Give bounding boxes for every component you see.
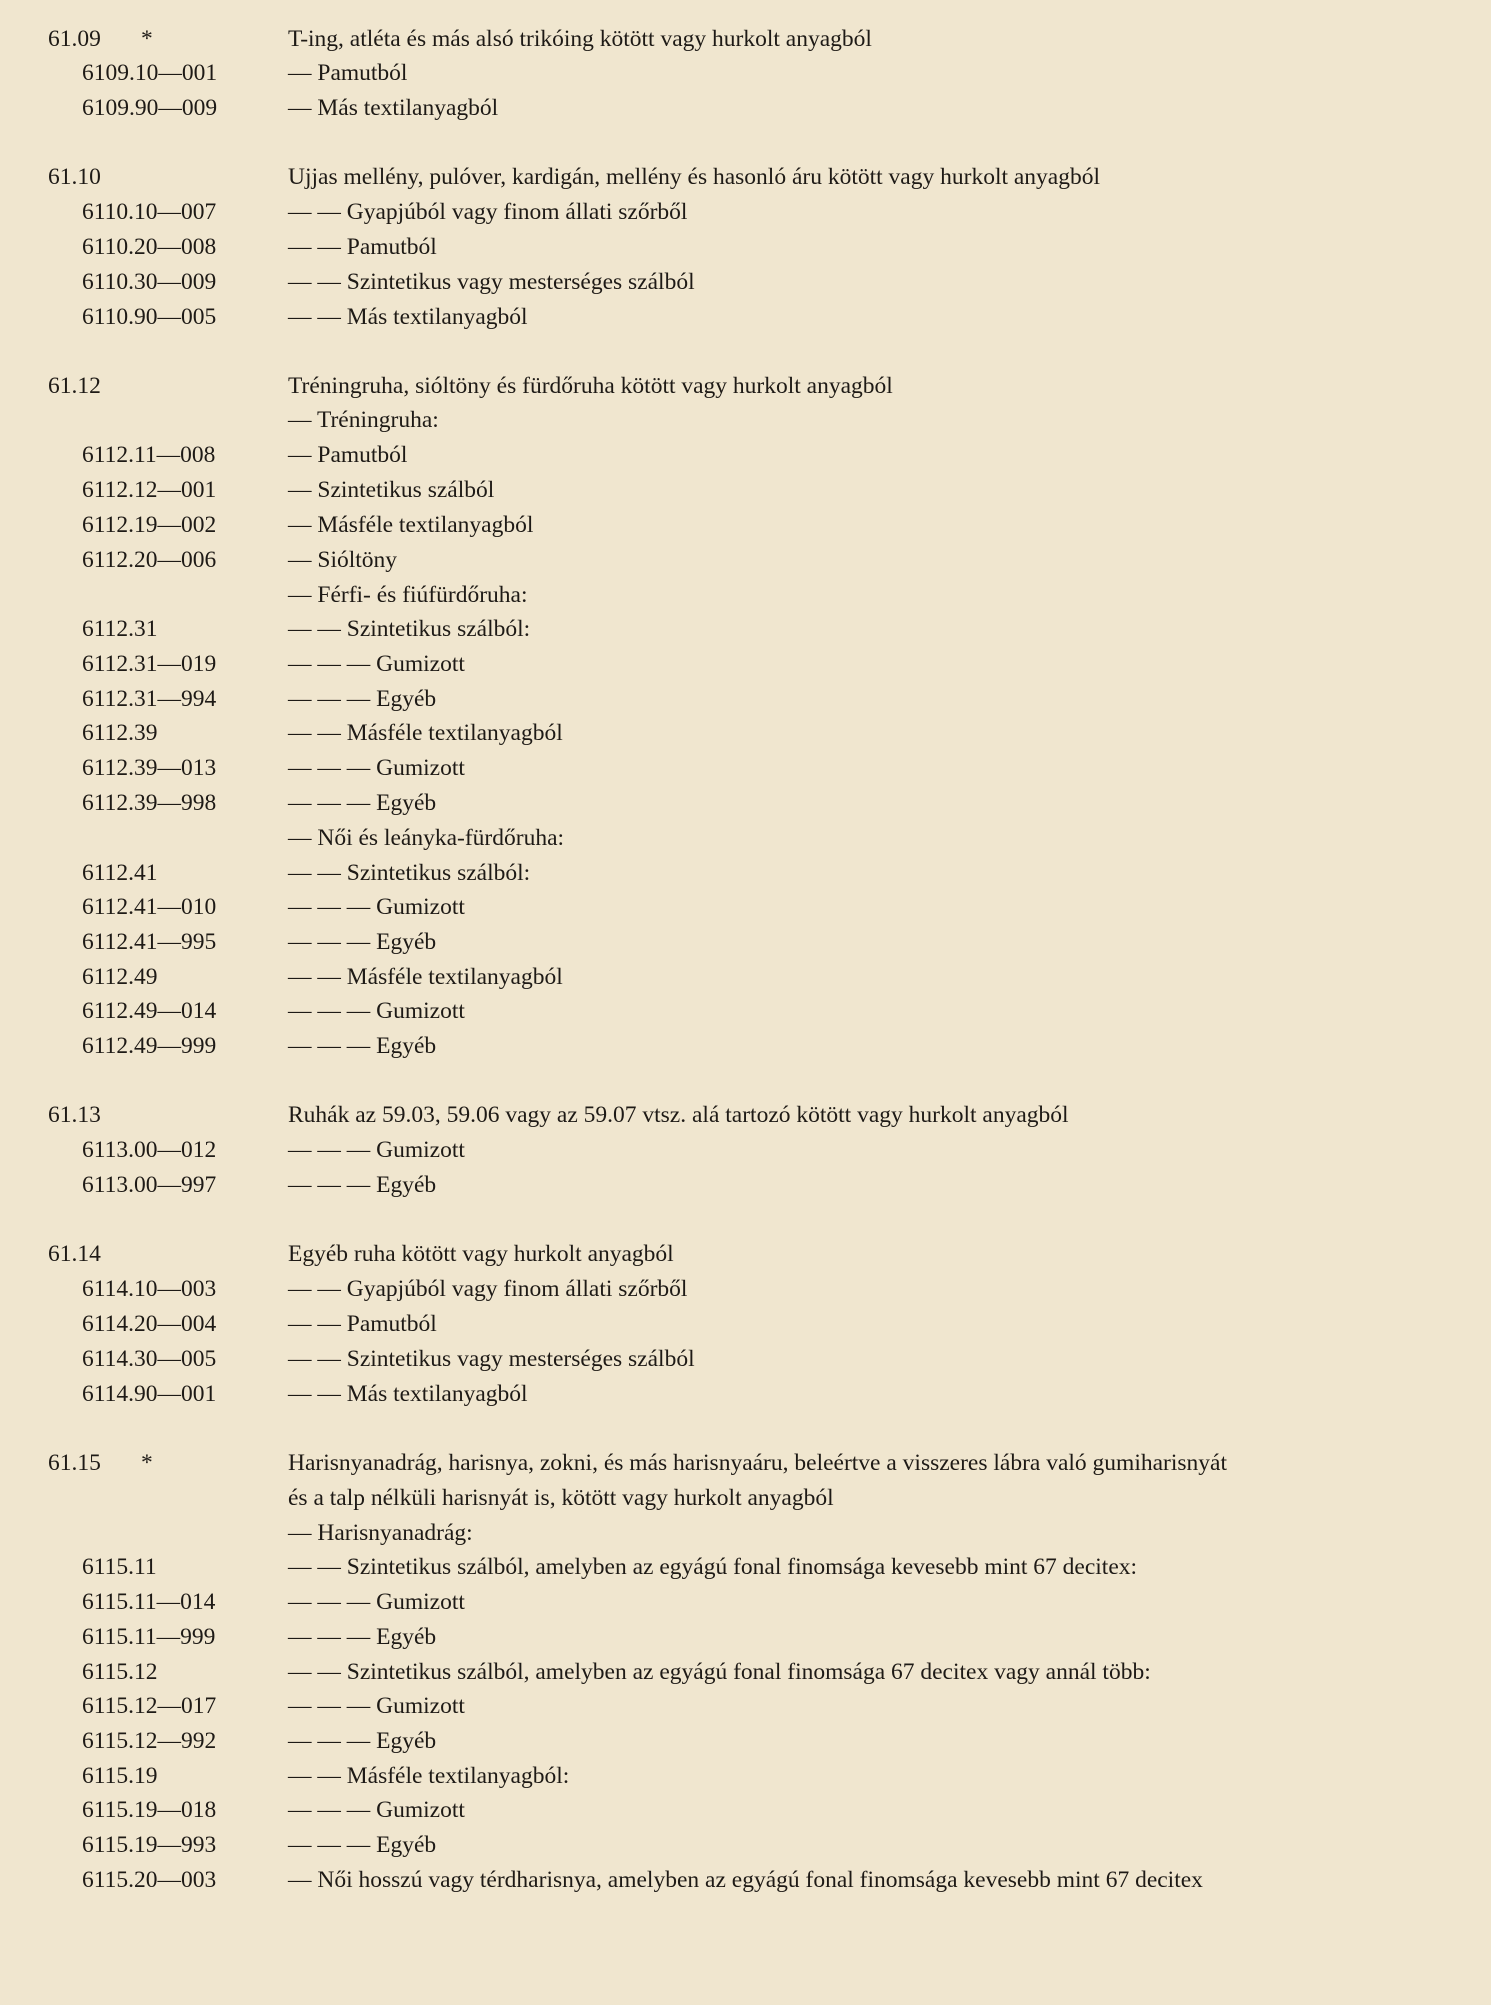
entry-description: — Szintetikus szálból	[288, 477, 495, 503]
heading-row	[0, 1239, 1491, 1269]
entry-row	[0, 996, 1491, 1026]
asterisk-mark: *	[141, 26, 153, 52]
entry-description: — Más textilanyagból	[288, 95, 499, 121]
entry-row	[0, 1309, 1491, 1339]
entry-row	[0, 1830, 1491, 1860]
entry-description: — — — Gumizott	[288, 1693, 465, 1719]
entry-row	[0, 302, 1491, 332]
entry-description: — — Pamutból	[288, 1311, 437, 1337]
entry-row	[0, 405, 1491, 435]
entry-description: — — — Egyéb	[288, 1624, 437, 1650]
entry-description: — Női és leányka-fürdőruha:	[288, 825, 565, 851]
entry-row	[0, 1761, 1491, 1791]
tariff-code: 6112.31—994	[82, 686, 217, 712]
entry-description: — — — Egyéb	[288, 929, 437, 955]
entry-row	[0, 93, 1491, 123]
entry-row	[0, 614, 1491, 644]
tariff-code: 6112.20—006	[82, 547, 217, 573]
entry-description: — — — Gumizott	[288, 651, 465, 677]
entry-row	[0, 1170, 1491, 1200]
tariff-code: 6115.12—992	[82, 1728, 217, 1754]
entry-row	[0, 718, 1491, 748]
tariff-code: 6113.00—012	[82, 1137, 217, 1163]
entry-row	[0, 927, 1491, 957]
tariff-code: 6115.19—018	[82, 1797, 217, 1823]
entry-row	[0, 858, 1491, 888]
entry-description: — — Szintetikus vagy mesterséges szálból	[288, 269, 695, 295]
heading-row	[0, 24, 1491, 54]
entry-description: — — — Egyéb	[288, 1172, 437, 1198]
entry-row	[0, 1344, 1491, 1374]
heading-number: 61.09	[48, 26, 101, 52]
tariff-code: 6112.11—008	[82, 442, 216, 468]
entry-row	[0, 1552, 1491, 1582]
entry-row	[0, 475, 1491, 505]
heading-number: 61.12	[48, 373, 101, 399]
entry-row	[0, 197, 1491, 227]
entry-row	[0, 545, 1491, 575]
tariff-code: 6110.90—005	[82, 304, 217, 330]
entry-description: — — Másféle textilanyagból:	[288, 1763, 570, 1789]
entry-description: — — — Egyéb	[288, 790, 437, 816]
entry-description: — Sióltöny	[288, 547, 398, 573]
entry-row	[0, 1518, 1491, 1548]
entry-row	[0, 58, 1491, 88]
entry-row	[0, 1483, 1491, 1513]
tariff-code: 6112.12—001	[82, 477, 217, 503]
entry-row	[0, 1865, 1491, 1895]
heading-number: 61.14	[48, 1241, 101, 1267]
entry-description: — Harisnyanadrág:	[288, 1520, 473, 1546]
entry-row	[0, 1031, 1491, 1061]
tariff-code: 6112.39—998	[82, 790, 217, 816]
entry-description: — Másféle textilanyagból	[288, 512, 534, 538]
tariff-code: 6115.20—003	[82, 1867, 217, 1893]
entry-row	[0, 510, 1491, 540]
tariff-code: 6110.10—007	[82, 199, 217, 225]
tariff-code: 6109.90—009	[82, 95, 218, 121]
entry-description: — — Szintetikus vagy mesterséges szálból	[288, 1346, 695, 1372]
entry-row	[0, 1587, 1491, 1617]
tariff-code: 6110.20—008	[82, 234, 217, 260]
entry-description: — — Másféle textilanyagból	[288, 720, 563, 746]
entry-row	[0, 684, 1491, 714]
entry-description: — — — Gumizott	[288, 1797, 465, 1823]
entry-row	[0, 649, 1491, 679]
heading-description: Egyéb ruha kötött vagy hurkolt anyagból	[288, 1241, 674, 1267]
entry-description: — — — Gumizott	[288, 894, 465, 920]
heading-row	[0, 1448, 1491, 1478]
tariff-code: 6115.11	[82, 1554, 157, 1580]
entry-description: — — — Gumizott	[288, 1589, 465, 1615]
entry-description: — — Gyapjúból vagy finom állati szőrből	[288, 199, 688, 225]
entry-description: — — — Egyéb	[288, 1033, 437, 1059]
entry-description: — — Más textilanyagból	[288, 1381, 528, 1407]
entry-description: — — — Egyéb	[288, 686, 437, 712]
tariff-code: 6114.20—004	[82, 1311, 217, 1337]
entry-row	[0, 753, 1491, 783]
entry-row	[0, 1657, 1491, 1687]
tariff-code: 6112.41—995	[82, 929, 217, 955]
entry-description: — — — Egyéb	[288, 1728, 437, 1754]
heading-description: Ujjas mellény, pulóver, kardigán, mellény és hasonló áru kötött vagy hurkolt anyagból	[288, 164, 1101, 190]
heading-row	[0, 371, 1491, 401]
entry-description: — — — Gumizott	[288, 1137, 465, 1163]
tariff-code: 6112.31	[82, 616, 158, 642]
tariff-code: 6115.12	[82, 1659, 158, 1685]
entry-row	[0, 1691, 1491, 1721]
entry-row	[0, 267, 1491, 297]
entry-row	[0, 232, 1491, 262]
entry-row	[0, 1795, 1491, 1825]
tariff-code: 6112.19—002	[82, 512, 217, 538]
entry-row	[0, 1726, 1491, 1756]
tariff-code: 6114.30—005	[82, 1346, 217, 1372]
entry-description: — — Más textilanyagból	[288, 304, 528, 330]
heading-number: 61.10	[48, 164, 101, 190]
tariff-code: 6112.31—019	[82, 651, 217, 677]
entry-description: és a talp nélküli harisnyát is, kötött vagy hurkolt anyagból	[288, 1485, 834, 1511]
tariff-code: 6115.11—014	[82, 1589, 216, 1615]
entry-description: — — Szintetikus szálból:	[288, 860, 531, 886]
entry-row	[0, 580, 1491, 610]
tariff-code: 6115.12—017	[82, 1693, 217, 1719]
heading-number: 61.15	[48, 1450, 101, 1476]
entry-description: — — — Egyéb	[288, 1832, 437, 1858]
heading-description: T-ing, atléta és más alsó trikóing kötött vagy hurkolt anyagból	[288, 26, 872, 52]
tariff-code: 6115.19—993	[82, 1832, 217, 1858]
entry-row	[0, 788, 1491, 818]
tariff-code: 6109.10—001	[82, 60, 218, 86]
tariff-code: 6112.39	[82, 720, 158, 746]
heading-row	[0, 162, 1491, 192]
tariff-code: 6112.41	[82, 860, 158, 886]
entry-description: — — Szintetikus szálból:	[288, 616, 531, 642]
tariff-code: 6113.00—997	[82, 1172, 217, 1198]
heading-row	[0, 1100, 1491, 1130]
entry-row	[0, 892, 1491, 922]
heading-description: Ruhák az 59.03, 59.06 vagy az 59.07 vtsz. alá tartozó kötött vagy hurkolt anyagból	[288, 1102, 1069, 1128]
heading-description: Tréningruha, sióltöny és fürdőruha kötött vagy hurkolt anyagból	[288, 373, 893, 399]
entry-description: — — Szintetikus szálból, amelyben az egyágú fonal finomsága kevesebb mint 67 decitex:	[288, 1554, 1138, 1580]
heading-description: Harisnyanadrág, harisnya, zokni, és más harisnyaáru, beleértve a visszeres lábra való gumiharisnyát	[288, 1450, 1228, 1476]
entry-description: — — Pamutból	[288, 234, 437, 260]
heading-number: 61.13	[48, 1102, 101, 1128]
entry-row	[0, 1135, 1491, 1165]
entry-description: — Női hosszú vagy térdharisnya, amelyben az egyágú fonal finomsága kevesebb mint 67 decitex	[288, 1867, 1203, 1893]
tariff-code: 6115.11—999	[82, 1624, 216, 1650]
tariff-code: 6110.30—009	[82, 269, 217, 295]
entry-description: — Tréningruha:	[288, 407, 439, 433]
entry-row	[0, 962, 1491, 992]
entry-description: — Férfi- és fiúfürdőruha:	[288, 582, 528, 608]
entry-row	[0, 1379, 1491, 1409]
tariff-code: 6112.49—999	[82, 1033, 217, 1059]
tariff-code: 6112.49	[82, 964, 158, 990]
asterisk-mark: *	[141, 1450, 153, 1476]
tariff-code: 6112.49—014	[82, 998, 217, 1024]
tariff-code: 6112.39—013	[82, 755, 217, 781]
tariff-code: 6114.10—003	[82, 1276, 217, 1302]
entry-row	[0, 823, 1491, 853]
entry-row	[0, 1622, 1491, 1652]
entry-description: — — Másféle textilanyagból	[288, 964, 563, 990]
entry-row	[0, 1274, 1491, 1304]
entry-description: — — — Gumizott	[288, 998, 465, 1024]
entry-row	[0, 440, 1491, 470]
tariff-code: 6112.41—010	[82, 894, 217, 920]
entry-description: — — Szintetikus szálból, amelyben az egyágú fonal finomsága 67 decitex vagy annál több:	[288, 1659, 1151, 1685]
entry-description: — — Gyapjúból vagy finom állati szőrből	[288, 1276, 688, 1302]
entry-description: — Pamutból	[288, 442, 408, 468]
entry-description: — Pamutból	[288, 60, 408, 86]
entry-description: — — — Gumizott	[288, 755, 465, 781]
tariff-code: 6114.90—001	[82, 1381, 217, 1407]
tariff-code: 6115.19	[82, 1763, 158, 1789]
